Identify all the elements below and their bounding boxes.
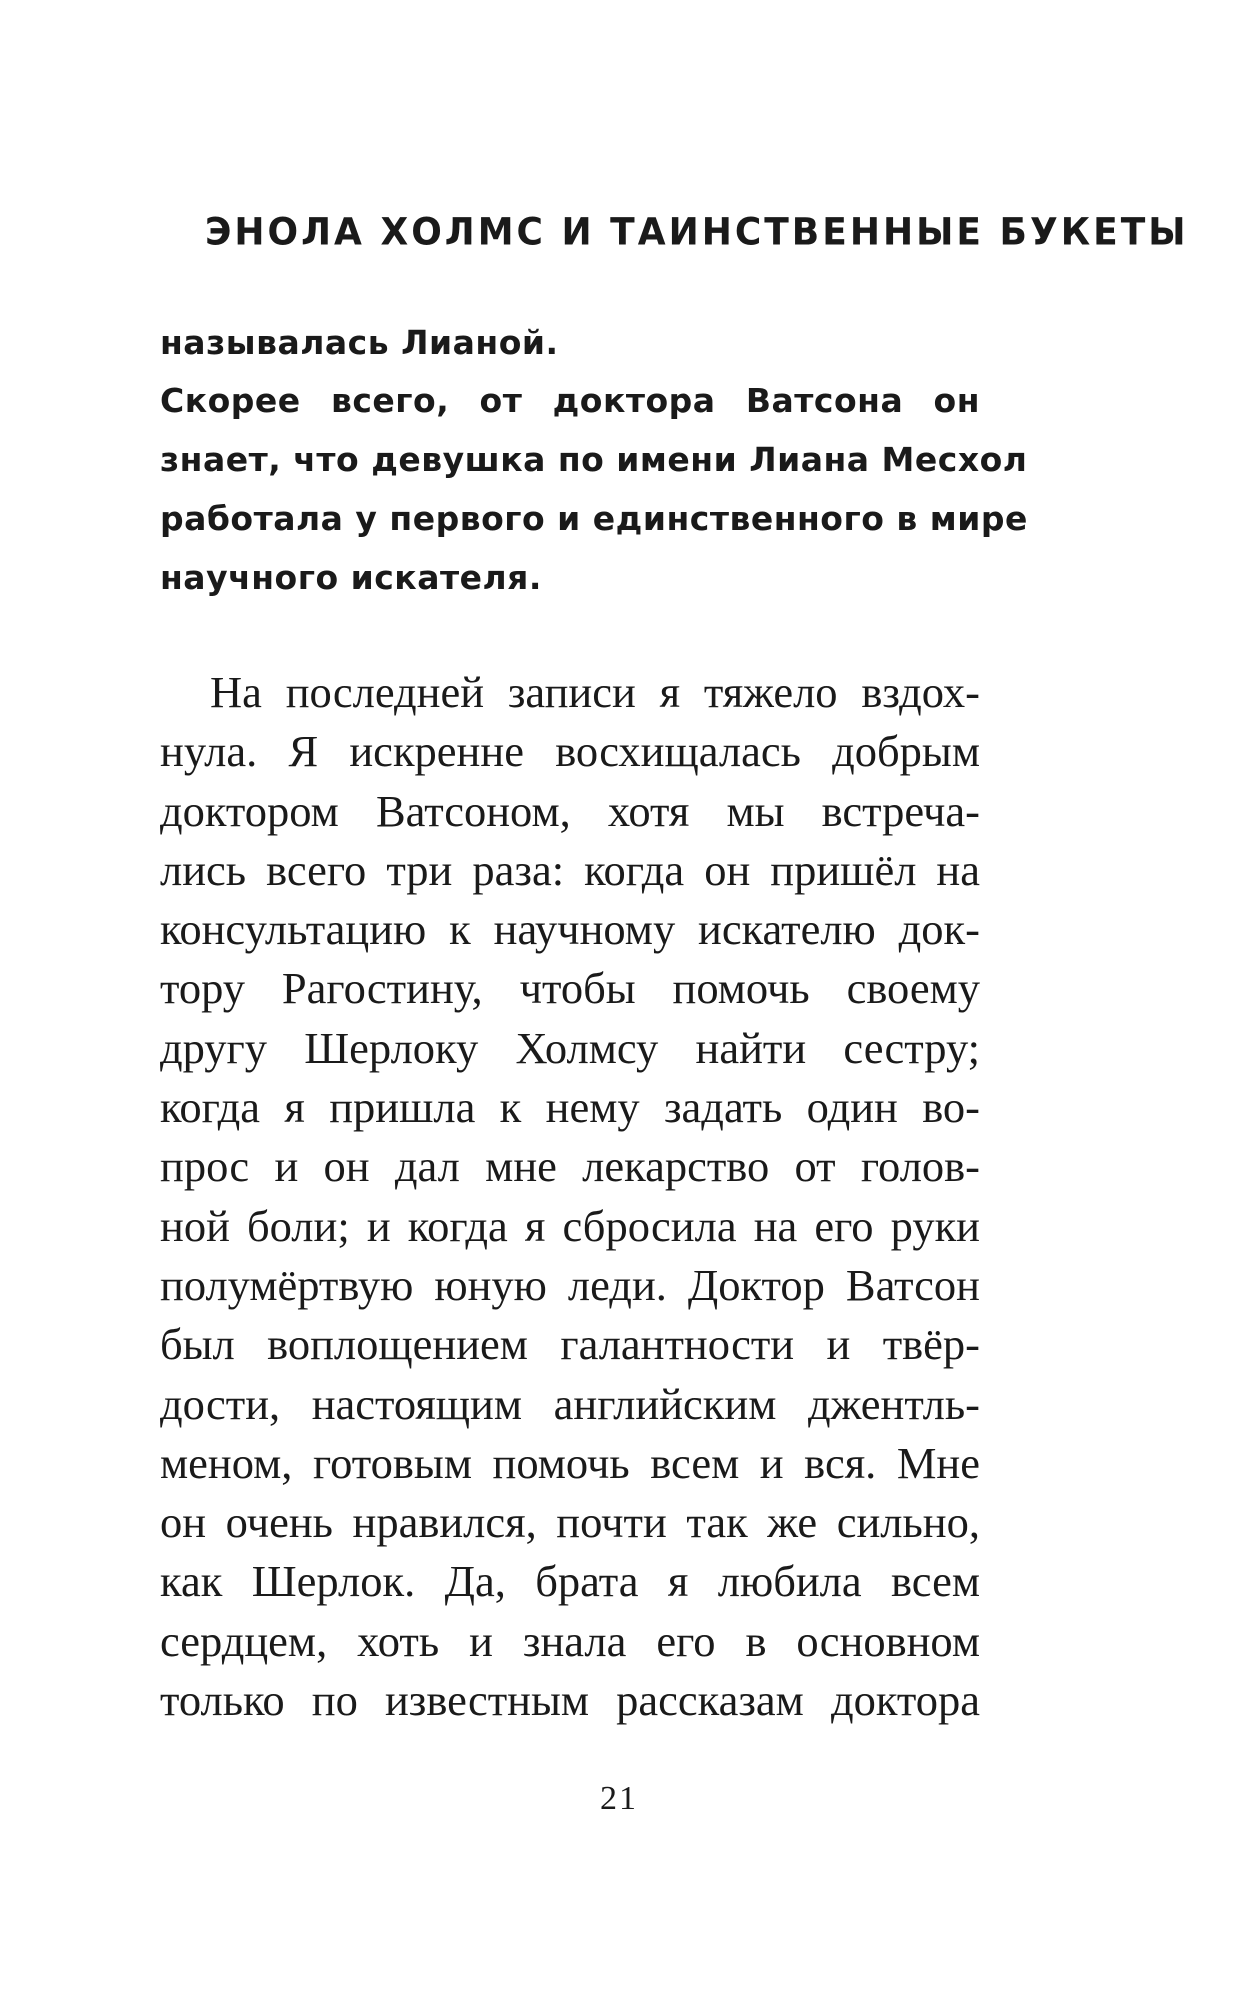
text-line: дости, настоящим английским джентль- bbox=[160, 1378, 980, 1429]
note-line: научного искателя. bbox=[160, 558, 542, 597]
note-paragraph bbox=[160, 371, 1028, 607]
text-line: лись всего три раза: когда он пришёл на bbox=[160, 844, 980, 895]
text-line: меном, готовым помочь всем и вся. Мне bbox=[160, 1437, 980, 1488]
text-line: он очень нравился, почти так же сильно, bbox=[160, 1497, 980, 1548]
text-line: тору Рагостину, чтобы помочь своему bbox=[160, 963, 980, 1014]
text-line: другу Шерлоку Холмсу найти сестру; bbox=[160, 1022, 980, 1073]
text-line: полумёртвую юную леди. Доктор Ватсон bbox=[160, 1259, 980, 1310]
text-line: консультацию к научному искателю док- bbox=[160, 904, 980, 955]
text-line: нула. Я искренне восхищалась добрым bbox=[160, 726, 980, 777]
text-line: когда я пришла к нему задать один во- bbox=[160, 1082, 980, 1133]
note-line: знает, что девушка по имени Лиана Месхол bbox=[160, 440, 1028, 479]
text-line: На последней записи я тяжело вздох- bbox=[210, 667, 980, 717]
running-head: ЭНОЛА ХОЛМС И ТАИНСТВЕННЫЕ БУКЕТЫ bbox=[205, 210, 1189, 255]
note-fragment bbox=[160, 313, 980, 372]
page-number: 21 bbox=[600, 1780, 638, 1817]
text-line: ной боли; и когда я сбросила на его руки bbox=[160, 1200, 980, 1251]
text-line: только по известным рассказам доктора bbox=[160, 1675, 980, 1726]
text-line: доктором Ватсоном, хотя мы встреча- bbox=[160, 785, 980, 836]
body-paragraph bbox=[160, 663, 980, 1730]
text-line: прос и он дал мне лекарство от голов- bbox=[160, 1141, 980, 1192]
text-line: как Шерлок. Да, брата я любила всем bbox=[160, 1556, 980, 1607]
note-line: Скорее всего, от доктора Ватсона он bbox=[160, 381, 980, 420]
text-line: сердцем, хоть и знала его в основном bbox=[160, 1615, 980, 1666]
note-line: работала у первого и единственного в мире bbox=[160, 499, 1028, 538]
note-line: называлась Лианой. bbox=[160, 323, 559, 362]
text-line: был воплощением галантности и твёр- bbox=[160, 1319, 980, 1370]
